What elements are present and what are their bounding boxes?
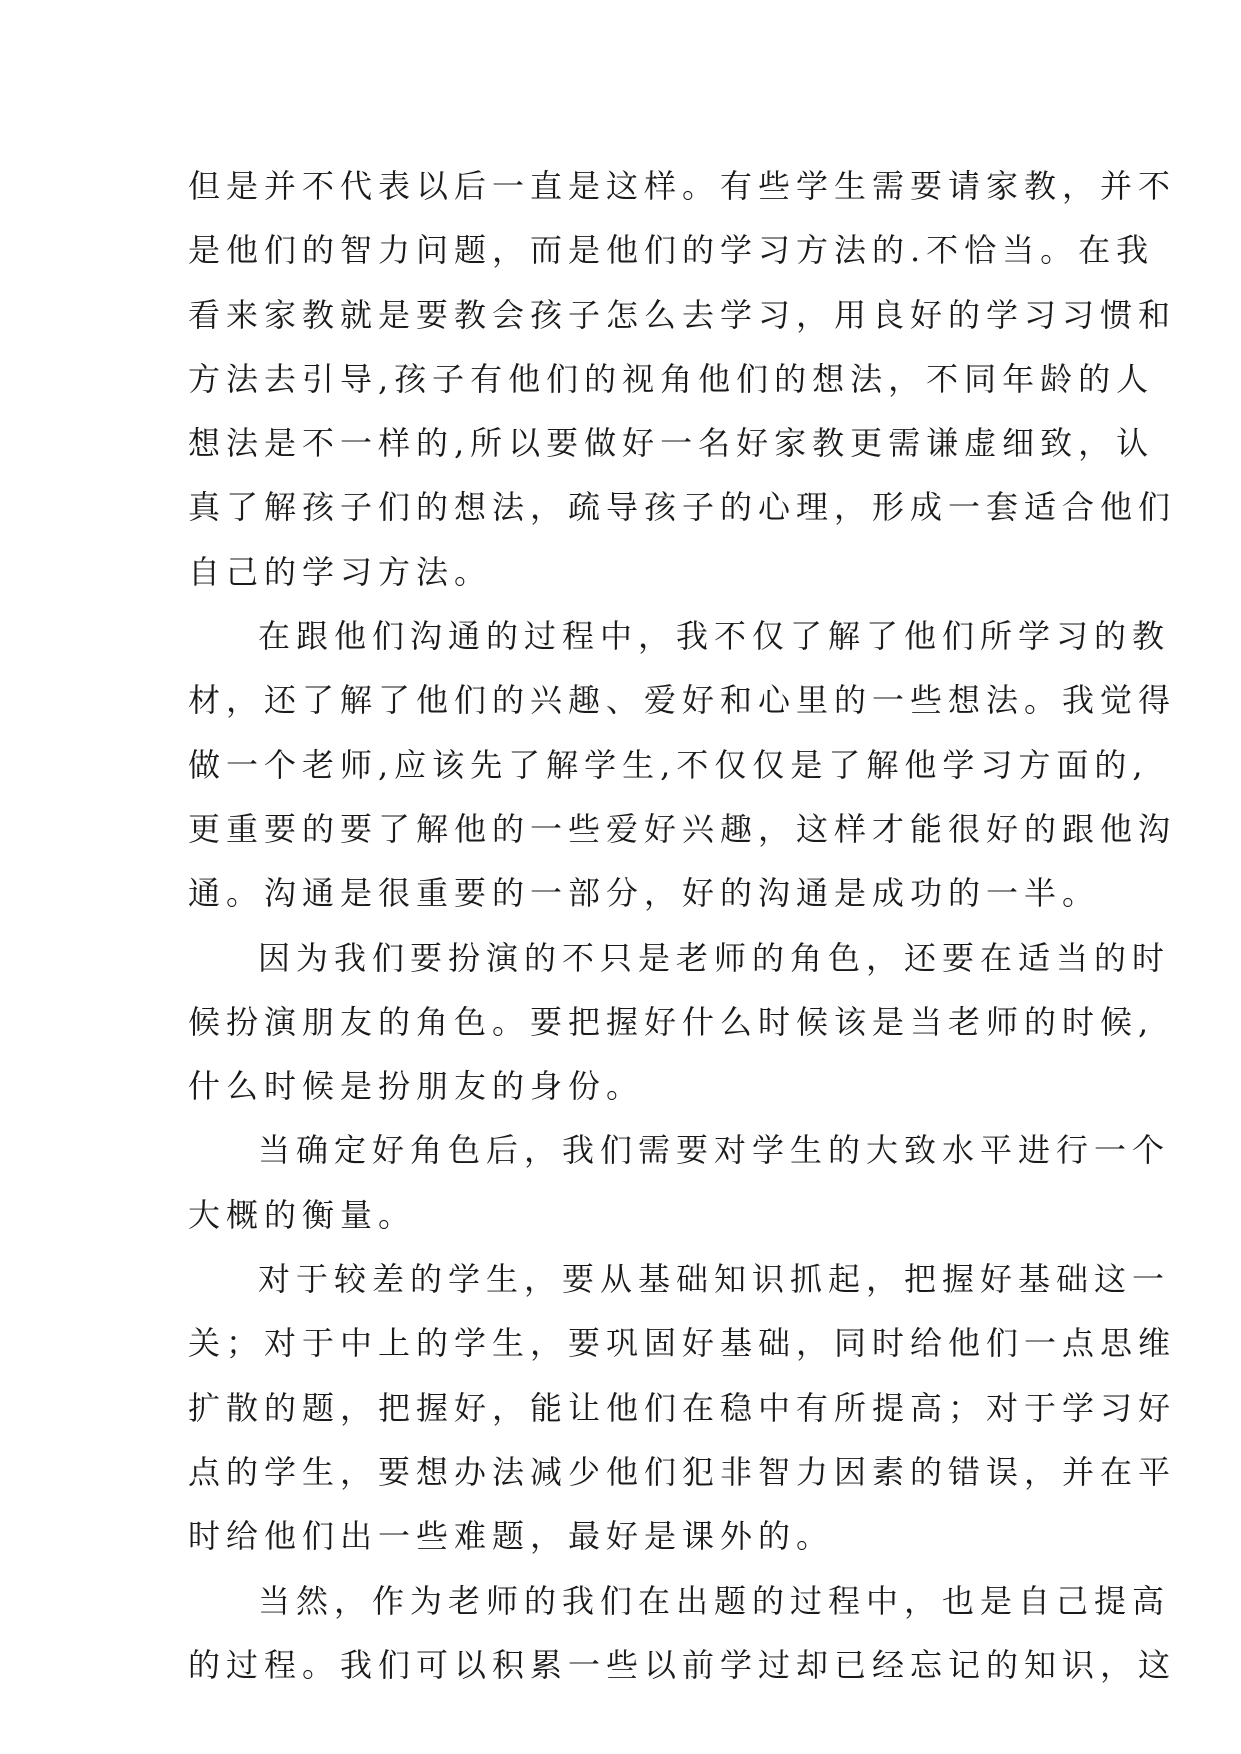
text-line: 点的学生，要想办法减少他们犯非智力因素的错误，并在平 xyxy=(188,1452,1177,1491)
text-line: 材，还了解了他们的兴趣、爱好和心里的一些想法。我觉得 xyxy=(188,681,1177,720)
text-line: 想法是不一样的,所以要做好一名好家教更需谦虚细致，认 xyxy=(188,424,1155,463)
text-line: 方法去引导,孩子有他们的视角他们的想法，不同年龄的人 xyxy=(188,359,1155,398)
paragraph xyxy=(188,926,1171,1119)
text-line: 关；对于中上的学生，要巩固好基础，同时给他们一点思维 xyxy=(188,1324,1177,1363)
paragraph xyxy=(188,1118,1171,1247)
text-line: 大概的衡量。 xyxy=(188,1195,417,1234)
text-line: 通。沟通是很重要的一部分，好的沟通是成功的一半。 xyxy=(188,874,1101,913)
text-line: 对于较差的学生，要从基础知识抓起，把握好基础这一 xyxy=(258,1260,1171,1299)
text-line: 在跟他们沟通的过程中，我不仅了解了他们所学习的教 xyxy=(258,617,1171,656)
text-line: 时给他们出一些难题，最好是课外的。 xyxy=(188,1517,835,1556)
text-line: 是他们的智力问题，而是他们的学习方法的.不恰当。在我 xyxy=(188,231,1155,270)
paragraph xyxy=(188,154,1177,604)
text-line: 更重要的要了解他的一些爱好兴趣，这样才能很好的跟他沟 xyxy=(188,809,1177,848)
text-line: 因为我们要扮演的不只是老师的角色，还要在适当的时 xyxy=(258,938,1171,977)
text-line: 什么时候是扮朋友的身份。 xyxy=(188,1067,645,1106)
text-line: 真了解孩子们的想法，疏导孩子的心理，形成一套适合他们 xyxy=(188,488,1177,527)
text-line: 自己的学习方法。 xyxy=(188,552,493,591)
text-line: 扩散的题，把握好，能让他们在稳中有所提高；对于学习好 xyxy=(188,1388,1177,1427)
text-line: 当然，作为老师的我们在出题的过程中，也是自己提高 xyxy=(258,1581,1171,1620)
document-body xyxy=(188,154,1177,1697)
paragraph xyxy=(188,604,1177,925)
paragraph xyxy=(188,1569,1177,1698)
text-line: 的过程。我们可以积累一些以前学过却已经忘记的知识，这 xyxy=(188,1645,1177,1684)
text-line: 候扮演朋友的角色。要把握好什么时候该是当老师的时候, xyxy=(188,1002,1155,1041)
text-line: 但是并不代表以后一直是这样。有些学生需要请家教，并不 xyxy=(188,167,1177,205)
text-line: 做一个老师,应该先了解学生,不仅仅是了解他学习方面的, xyxy=(188,745,1149,784)
paragraph xyxy=(188,1247,1177,1568)
text-line: 当确定好角色后，我们需要对学生的大致水平进行一个 xyxy=(258,1131,1171,1170)
text-line: 看来家教就是要教会孩子怎么去学习，用良好的学习习惯和 xyxy=(188,295,1177,334)
